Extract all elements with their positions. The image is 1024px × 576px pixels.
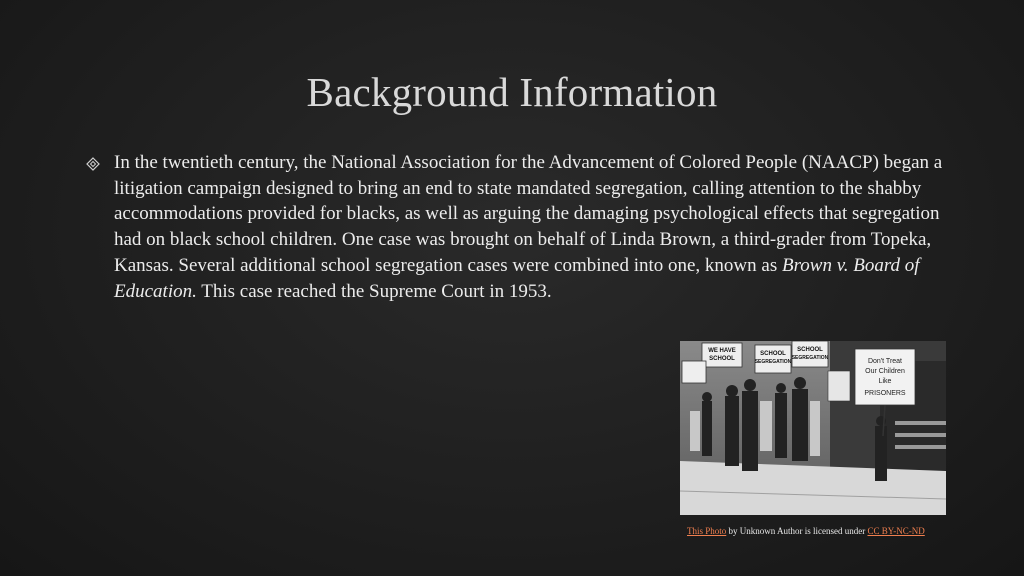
- svg-text:Like: Like: [878, 378, 892, 385]
- svg-text:Our Children: Our Children: [865, 368, 905, 375]
- license-link[interactable]: CC BY-NC-ND: [867, 526, 925, 536]
- this-photo-link[interactable]: This Photo: [687, 526, 727, 536]
- svg-text:WE HAVE: WE HAVE: [708, 348, 736, 354]
- svg-text:SCHOOL: SCHOOL: [797, 347, 823, 353]
- svg-text:SEGREGATION: SEGREGATION: [754, 359, 792, 365]
- svg-text:SCHOOL: SCHOOL: [760, 351, 786, 357]
- attribution-text: by Unknown Author is licensed under: [726, 526, 868, 536]
- svg-text:PRISONERS: PRISONERS: [864, 390, 906, 397]
- svg-text:Don't Treat: Don't Treat: [867, 358, 903, 365]
- diamond-bullet-icon: [86, 157, 100, 171]
- photo-attribution: [687, 526, 937, 537]
- bullet-text: [114, 150, 946, 304]
- case-name-italic: Brown v. Board of Education.: [114, 254, 920, 302]
- bullet-item: [86, 150, 946, 304]
- protest-photo: [680, 341, 946, 515]
- body-text-before: In the twentieth century, the National Association for the Advancement of Colored People (NAACP) began a litigation campaign designed to bring an end to state mandated segregation, calling attention to the shabby accommodations provided for blacks, as well as arguing the damaging psychological effects that segregation had on black school children. One case was brought on behalf of Linda Brown, a third-grader from Topeka, Kansas. Several additional school segregation cases were combined into one, known as: [114, 152, 943, 276]
- body-text-after: This case reached the Supreme Court in 1953.: [196, 280, 552, 302]
- svg-text:SCHOOL: SCHOOL: [709, 356, 735, 362]
- slide-title: Background Information: [306, 69, 718, 115]
- svg-text:SEGREGATION: SEGREGATION: [791, 355, 829, 361]
